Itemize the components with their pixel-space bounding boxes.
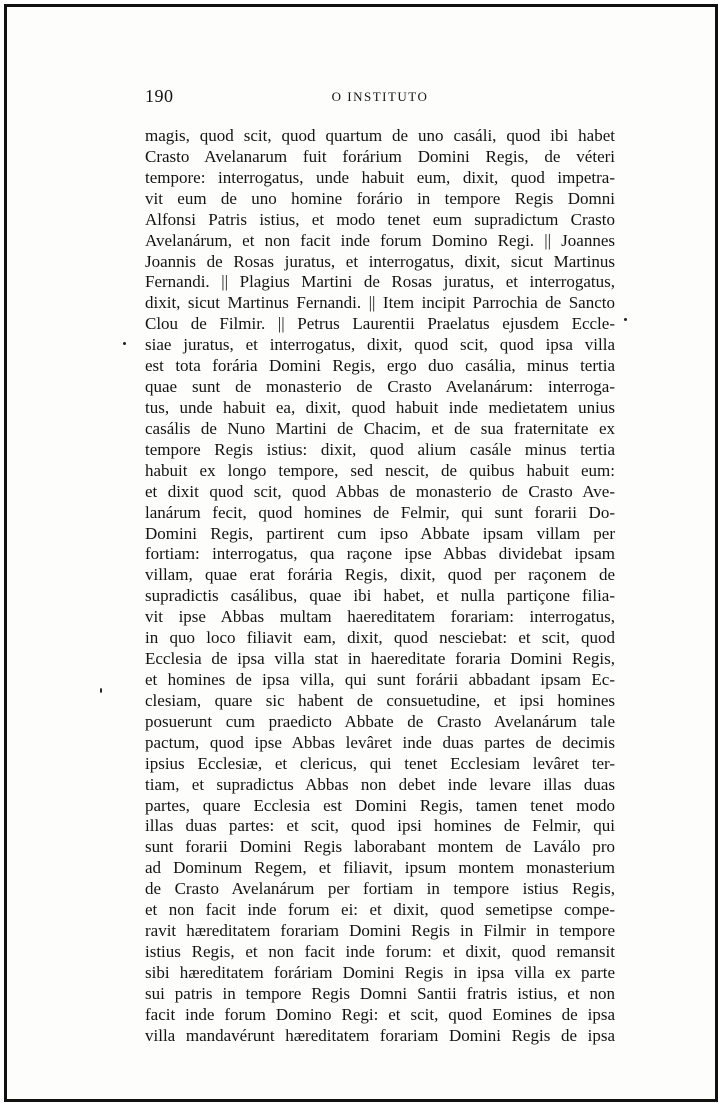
text-line: Fernandi. || Plagius Martini de Rosas juratus, et interrogatus, — [145, 272, 615, 292]
text-line: et homines de ipsa villa, qui sunt forárii abbadant ipsam Ec- — [145, 669, 615, 689]
text-line: pactum, quod ipse Abbas levâret inde duas partes de decimis — [145, 732, 615, 752]
text-line: Ecclesia de ipsa villa stat in haereditate foraria Domini Regis, — [145, 649, 615, 669]
text-line: posuerunt cum praedicto Abbate de Crasto Avelanárum tale — [145, 711, 615, 731]
text-line: sibi hæreditatem foráriam Domini Regis in ipsa villa ex parte — [145, 962, 615, 982]
running-head — [145, 86, 615, 110]
text-line: ad Dominum Regem, et filiavit, ipsum montem monasterium — [145, 858, 615, 878]
text-line: partes, quare Ecclesia est Domini Regis, tamen tenet modo — [145, 795, 615, 815]
text-line: villa mandavérunt hæreditatem forariam Domini Regis de ipsa — [145, 1025, 615, 1045]
text-line: sunt forarii Domini Regis laborabant montem de Laválo pro — [145, 837, 615, 857]
text-line: tempore: interrogatus, unde habuit eum, dixit, quod impetra- — [145, 167, 615, 187]
body-text — [145, 126, 615, 1047]
text-line: ravit hæreditatem forariam Domini Regis in Filmir in tempore — [145, 921, 615, 941]
ink-speck — [123, 342, 126, 345]
text-line: supradictis casálibus, quae ibi habet, et nulla partiçone filia- — [145, 586, 615, 606]
text-line: Domini Regis, partirent cum ipso Abbate ipsam villam per — [145, 523, 615, 543]
text-line: siae juratus, et interrogatus, dixit, quod scit, quod ipsa villa — [145, 335, 615, 355]
text-line: Joannis de Rosas juratus, et interrogatus, dixit, sicut Martinus — [145, 251, 615, 271]
text-line: quae sunt de monasterio de Crasto Avelanárum: interroga- — [145, 377, 615, 397]
text-line: fortiam: interrogatus, qua raçone ipse Abbas dividebat ipsam — [145, 544, 615, 564]
ink-speck — [100, 688, 102, 693]
text-line: Alfonsi Patris istius, et modo tenet eum supradictum Crasto — [145, 209, 615, 229]
text-line: clesiam, quare sic habent de consuetudine, et ipsi homines — [145, 690, 615, 710]
text-line: casális de Nuno Martini de Chacim, et de sua fraternitate ex — [145, 418, 615, 438]
text-line: ipsius Ecclesiæ, et clericus, qui tenet Ecclesiam levâret ter- — [145, 753, 615, 773]
text-line: habuit ex longo tempore, sed nescit, de quibus habuit eum: — [145, 460, 615, 480]
page-number: 190 — [145, 86, 174, 106]
text-line: istius Regis, et non facit inde forum: et dixit, quod remansit — [145, 941, 615, 961]
text-line: et non facit inde forum ei: et dixit, quod semetipse compe- — [145, 900, 615, 920]
text-line: villam, quae erat forária Regis, dixit, quod per raçonem de — [145, 565, 615, 585]
text-line: Avelanárum, et non facit inde forum Domino Regi. || Joannes — [145, 230, 615, 250]
text-line: est tota forária Domini Regis, ergo duo casália, minus tertia — [145, 356, 615, 376]
text-line: lanárum fecit, quod homines de Felmir, qui sunt forarii Do- — [145, 502, 615, 522]
text-line: vit eum de uno homine forário in tempore Regis Domni — [145, 188, 615, 208]
text-line: Crasto Avelanarum fuit forárium Domini Regis, de véteri — [145, 146, 615, 166]
text-line: in quo loco filiavit eam, dixit, quod nesciebat: et scit, quod — [145, 628, 615, 648]
text-line: facit inde forum Domino Regi: et scit, quod Eomines de ipsa — [145, 1004, 615, 1024]
text-line: et dixit quod scit, quod Abbas de monasterio de Crasto Ave- — [145, 481, 615, 501]
text-line: sui patris in tempore Regis Domni Santii fratris istius, et non — [145, 983, 615, 1003]
running-title: O INSTITUTO — [331, 89, 429, 104]
text-line: dixit, sicut Martinus Fernandi. || Item incipit Parrochia de Sancto — [145, 293, 615, 313]
ink-speck — [624, 318, 627, 321]
text-line: tempore Regis istius: dixit, quod alium casále minus tertia — [145, 439, 615, 459]
text-line: de Crasto Avelanárum per fortiam in tempore istius Regis, — [145, 879, 615, 899]
text-line: tus, unde habuit ea, dixit, quod habuit inde medietatem unius — [145, 397, 615, 417]
text-line: vit ipse Abbas multam haereditatem forariam: interrogatus, — [145, 607, 615, 627]
text-line: magis, quod scit, quod quartum de uno casáli, quod ibi habet — [145, 126, 615, 145]
text-line: tiam, et supradictus Abbas non debet inde levare illas duas — [145, 774, 615, 794]
text-line: illas duas partes: et scit, quod ipsi homines de Felmir, qui — [145, 816, 615, 836]
text-line: Clou de Filmir. || Petrus Laurentii Praelatus ejusdem Eccle- — [145, 314, 615, 334]
